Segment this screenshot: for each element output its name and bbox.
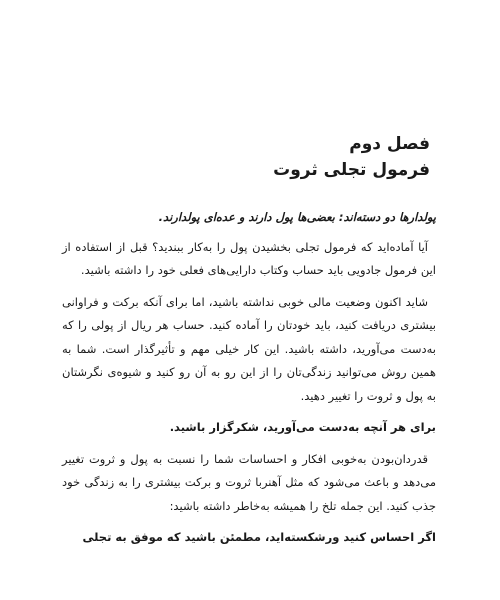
- paragraph-2: شاید اکنون وضعیت مالی خوبی نداشته باشید، اما برای آنکه برکت و فراوانی بیشتری دریافت کنید، باید خودتان را آماده کنید. حساب هر ریال از پولی را که به‌دست می‌آورید، داشته باشید. این کار خیلی مهم و تأثیرگذار است. شما به همین روش می‌توانید زندگی‌تان را از این رو به آن رو کنید و شیوه‌ی نگرشتان به پول و ثروت را تغییر دهید.: [62, 294, 436, 403]
- lead-sentence: پولدارها دو دسته‌اند: بعضی‌ها پول دارند و عده‌ای پولدارند.: [158, 210, 436, 224]
- emphasis-line-1: برای هر آنچه به‌دست می‌آورید، شکرگزار باشید.: [169, 420, 436, 434]
- chapter-number: فصل دوم: [349, 134, 430, 154]
- chapter-title: فرمول تجلی ثروت: [273, 160, 430, 180]
- paragraph-3: قدردان‌بودن به‌خوبی افکار و احساسات شما را نسبت به پول و ثروت تغییر می‌دهد و باعث می‌شود که مثل آهنربا ثروت و برکت بیشتری را به زندگی خود جذب کنید. این جمله تلخ را همیشه به‌خاطر داشته باشید:: [62, 451, 436, 513]
- emphasis-line-2: اگر احساس کنید ورشکسته‌اید، مطمئن باشید که موفق به تجلی: [82, 530, 436, 544]
- paragraph-1: آیا آماده‌اید که فرمول تجلی بخشیدن پول را به‌کار ببندید؟ قبل از استفاده از این فرمول جادویی باید حساب وکتاب دارایی‌های فعلی خود را داشته باشید.: [62, 239, 436, 277]
- chapter-body: [62, 206, 436, 558]
